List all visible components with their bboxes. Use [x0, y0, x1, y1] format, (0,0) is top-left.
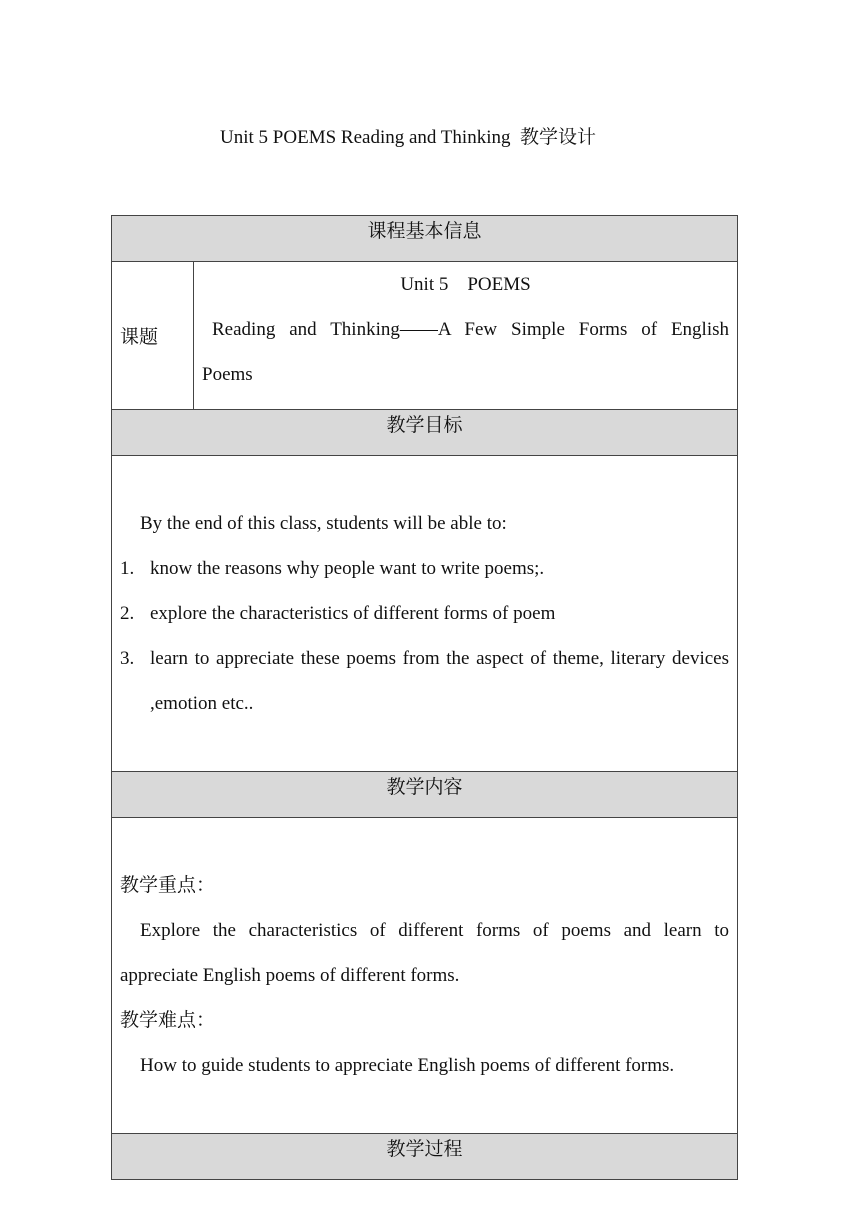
content-header-row [112, 772, 738, 818]
objective-number: 3. [120, 648, 135, 669]
objectives-cell [112, 456, 738, 772]
difficulties-label: 教学难点： [120, 1010, 216, 1031]
objective-text: explore the characteristics of different forms of poem [150, 603, 556, 624]
objectives-intro: By the end of this class, students will be able to: [140, 513, 507, 534]
lesson-plan-table [111, 215, 738, 1180]
content-header: 教学内容 [112, 772, 738, 818]
objectives-header-row [112, 410, 738, 456]
objective-text: know the reasons why people want to write poems;. [150, 558, 545, 579]
topic-line-3: Poems [202, 364, 253, 385]
topic-label: 课题 [112, 262, 194, 410]
topic-line-2: Reading and Thinking——A Few Simple Forms of English [212, 319, 730, 340]
difficulties-text: How to guide students to appreciate English poems of different forms. [140, 1055, 675, 1076]
key-points-label: 教学重点： [120, 875, 216, 896]
topic-line-1: Unit 5 POEMS [400, 274, 531, 295]
key-points-text: Explore the characteristics of different forms of poems and learn to appreciate English poems of different forms. [120, 920, 730, 986]
topic-cell [194, 262, 738, 410]
topic-row [112, 262, 738, 410]
objective-item [120, 546, 729, 591]
document-title: Unit 5 POEMS Reading and Thinking 教学设计 [220, 127, 596, 148]
process-header: 教学过程 [112, 1134, 738, 1180]
objective-item [120, 591, 729, 636]
objective-number: 2. [120, 603, 135, 624]
objective-number: 1. [120, 558, 135, 579]
basic-info-header: 课程基本信息 [112, 216, 738, 262]
process-header-row [112, 1134, 738, 1180]
objectives-list [120, 546, 729, 726]
content-cell [112, 818, 738, 1134]
objectives-header: 教学目标 [112, 410, 738, 456]
objective-item [120, 636, 729, 726]
basic-info-header-row [112, 216, 738, 262]
objective-text: learn to appreciate these poems from the aspect of theme, literary devices ,emotion etc.. [150, 648, 730, 714]
objectives-row [112, 456, 738, 772]
content-row [112, 818, 738, 1134]
